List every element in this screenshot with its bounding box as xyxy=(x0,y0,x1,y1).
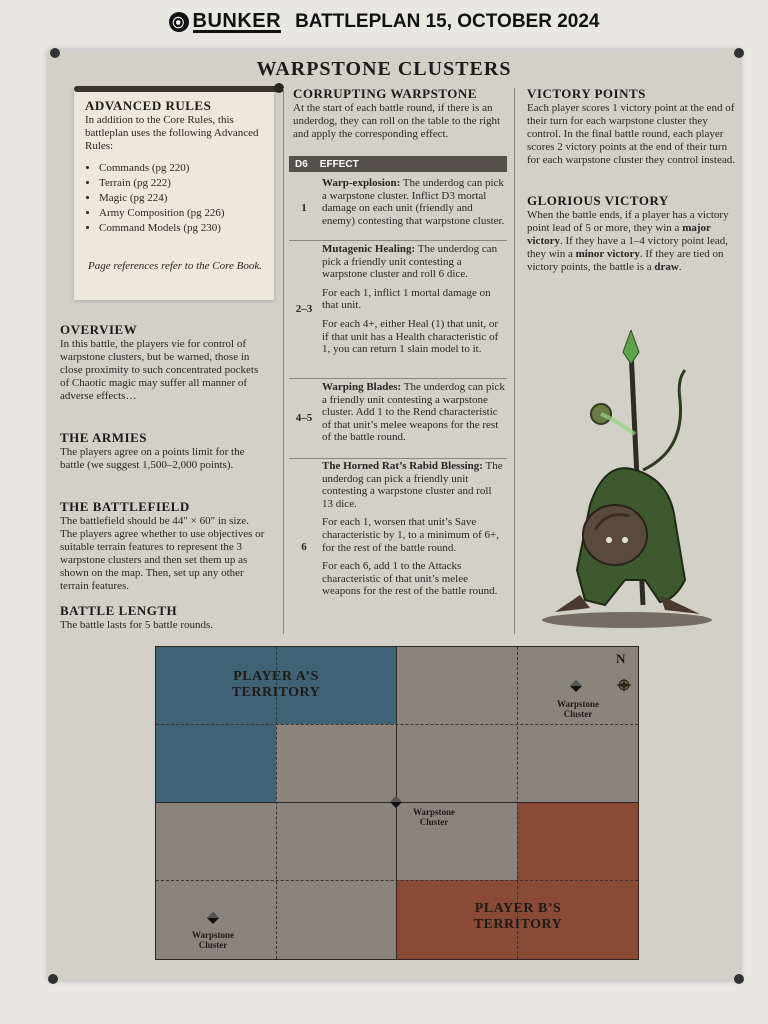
north-label: N xyxy=(616,651,626,666)
glorious-victory-heading: GLORIOUS VICTORY xyxy=(527,193,669,208)
effect-text xyxy=(322,243,505,362)
effect-text xyxy=(322,460,505,604)
glorious-victory-text-part: . If they are tied on victory points, the battle is a xyxy=(527,248,724,273)
effect-column-header: EFFECT xyxy=(319,158,359,170)
table-row xyxy=(289,459,507,634)
major-victory-term: major victory xyxy=(527,222,711,247)
grid-line xyxy=(156,724,638,725)
warpstone-cluster-label: Warpstone Cluster xyxy=(556,699,599,719)
corrupting-warpstone-section xyxy=(293,86,507,141)
effect-name: The Horned Rat’s Rabid Blessing: xyxy=(322,460,483,472)
battlefield-heading: THE BATTLEFIELD xyxy=(60,499,190,514)
corrupting-warpstone-heading: CORRUPTING WARPSTONE xyxy=(293,86,477,101)
advanced-rules-heading: ADVANCED RULES xyxy=(85,98,212,113)
warpstone-cluster-label: Warpstone Cluster xyxy=(191,930,234,950)
player-a-territory-label: PLAYER A’S TERRITORY xyxy=(231,669,321,700)
advanced-rules-box xyxy=(85,98,265,273)
bunker-logo xyxy=(169,9,282,33)
table-row xyxy=(289,174,507,241)
roll-value: 6 xyxy=(301,541,307,553)
advanced-rules-intro: In addition to the Core Rules, this battleplan uses the following Advanced Rules: xyxy=(85,114,259,152)
overview-heading: OVERVIEW xyxy=(60,322,138,337)
list-item: • Terrain (pg 222) xyxy=(99,176,265,191)
list-item: • Magic (pg 224) xyxy=(99,191,265,206)
list-item: • Commands (pg 220) xyxy=(99,161,265,176)
glorious-victory-text-part: . xyxy=(678,261,682,273)
battlefield-section xyxy=(60,499,265,593)
map-region xyxy=(156,724,276,802)
d6-column-header: D6 xyxy=(295,158,308,170)
warpstone-cluster-marker-icon xyxy=(207,912,219,924)
warpstone-cluster-marker-icon xyxy=(390,796,402,808)
draw-term: draw xyxy=(654,261,679,273)
skaven-warlock-illustration xyxy=(535,330,720,630)
victory-points-heading: VICTORY POINTS xyxy=(527,86,646,101)
effect-text xyxy=(322,177,505,233)
pin-icon xyxy=(48,974,58,984)
page-header xyxy=(0,0,768,44)
victory-points-text: Each player scores 1 victory point at the end of their turn for each warpstone cluster they control. In the final battle round, each player scores 2 victory points at the end of their turn for each warpstone cluster they control instead. xyxy=(527,102,736,166)
page-reference-note: Page references refer to the Core Book. xyxy=(87,260,262,272)
minor-victory-term: minor victory xyxy=(575,248,640,260)
glorious-victory-text-part: When the battle ends, if a player has a victory point lead of 5 or more, they win a xyxy=(527,209,729,234)
armies-section xyxy=(60,430,265,472)
victory-points-section xyxy=(527,86,735,167)
d6-table-header xyxy=(289,156,507,172)
player-b-territory-label: PLAYER B’S TERRITORY xyxy=(473,901,563,932)
column-divider xyxy=(283,88,284,634)
effect-name: Mutagenic Healing: xyxy=(322,243,416,255)
armies-text: The players agree on a points limit for the battle (we suggest 1,500–2,000 points). xyxy=(60,446,245,471)
list-item: • Command Models (pg 230) xyxy=(99,221,265,236)
roll-value: 4–5 xyxy=(295,412,313,424)
table-row xyxy=(289,379,507,459)
bunker-logo-icon: ⦿ xyxy=(169,12,189,32)
battle-length-heading: BATTLE LENGTH xyxy=(60,603,178,618)
compass-icon xyxy=(616,677,632,693)
map-region xyxy=(517,802,638,880)
effect-description: The underdog can pick a friendly unit contesting a warpstone cluster and roll 6 dice. xyxy=(322,243,498,281)
pin-icon xyxy=(50,48,60,58)
table-row xyxy=(289,241,507,379)
battlefield-text: The battlefield should be 44" × 60" in size. The players agree whether to use objectives or suitable terrain features to represent the 3 warpstone clusters and then set them up as shown on the map. Then, set up any other terrain features. xyxy=(60,515,265,592)
deployment-map xyxy=(155,646,639,960)
header-title: BATTLEPLAN 15, OCTOBER 2024 xyxy=(295,11,600,32)
glorious-victory-section xyxy=(527,193,735,274)
roll-value: 1 xyxy=(301,202,307,214)
map-region xyxy=(276,724,396,802)
glorious-victory-text xyxy=(527,209,735,274)
column-divider xyxy=(514,88,515,634)
effect-description: The underdog can pick a warpstone cluster. Inflict D3 mortal damage on each unit (friendly and enemy) contesting that warpstone cluster. xyxy=(322,177,505,227)
effect-description: The underdog can pick a friendly unit contesting a warpstone cluster. Add 1 to the Rend characteristic of that unit’s melee weapons for the rest of the battle round. xyxy=(322,381,505,444)
overview-text: In this battle, the players vie for control of warpstone clusters, but be warned, those in close proximity to such concentrated pockets of Chaotic magic may suffer all manner of adverse effects… xyxy=(60,338,259,402)
armies-heading: THE ARMIES xyxy=(60,430,147,445)
battle-length-text: The battle lasts for 5 battle rounds. xyxy=(60,619,214,631)
effect-description: For each 4+, either Heal (1) that unit, or if that unit has a Health characteristic of 1, you can return 1 slain model to it. xyxy=(322,317,499,356)
advanced-rules-list xyxy=(85,161,265,236)
glorious-victory-text-part: . If they have a 1–4 victory point lead, they win a xyxy=(527,235,728,260)
effect-description: For each 1, worsen that unit’s Save characteristic by 1, to a minimum of 6+, for the rest of the battle round. xyxy=(322,516,499,554)
effect-description: For each 1, inflict 1 mortal damage on that unit. xyxy=(322,286,491,312)
corrupting-warpstone-text: At the start of each battle round, if there is an underdog, they can roll on the table to the right and apply the corresponding effect. xyxy=(293,102,501,140)
effect-description: The underdog can pick a friendly unit contesting a warpstone cluster and roll 13 dice. xyxy=(322,460,503,510)
pin-icon xyxy=(734,974,744,984)
roll-value: 2–3 xyxy=(295,303,313,315)
warpstone-cluster-label: Warpstone Cluster xyxy=(412,807,455,827)
battleplan-title: WARPSTONE CLUSTERS xyxy=(256,58,512,80)
overview-section xyxy=(60,322,265,403)
logo-text: BUNKER xyxy=(192,9,282,32)
effect-name: Warping Blades: xyxy=(322,381,402,393)
pin-icon xyxy=(734,48,744,58)
effect-text xyxy=(322,381,505,450)
battle-length-section xyxy=(60,603,265,632)
grid-line xyxy=(156,880,638,881)
warpstone-cluster-marker-icon xyxy=(570,680,582,692)
effect-description: For each 6, add 1 to the Attacks characteristic of that unit’s melee weapons for the rest of the battle round. xyxy=(322,560,498,598)
effect-name: Warp-explosion: xyxy=(322,177,401,189)
scroll-rod xyxy=(74,86,284,92)
list-item: • Army Composition (pg 226) xyxy=(99,206,265,221)
